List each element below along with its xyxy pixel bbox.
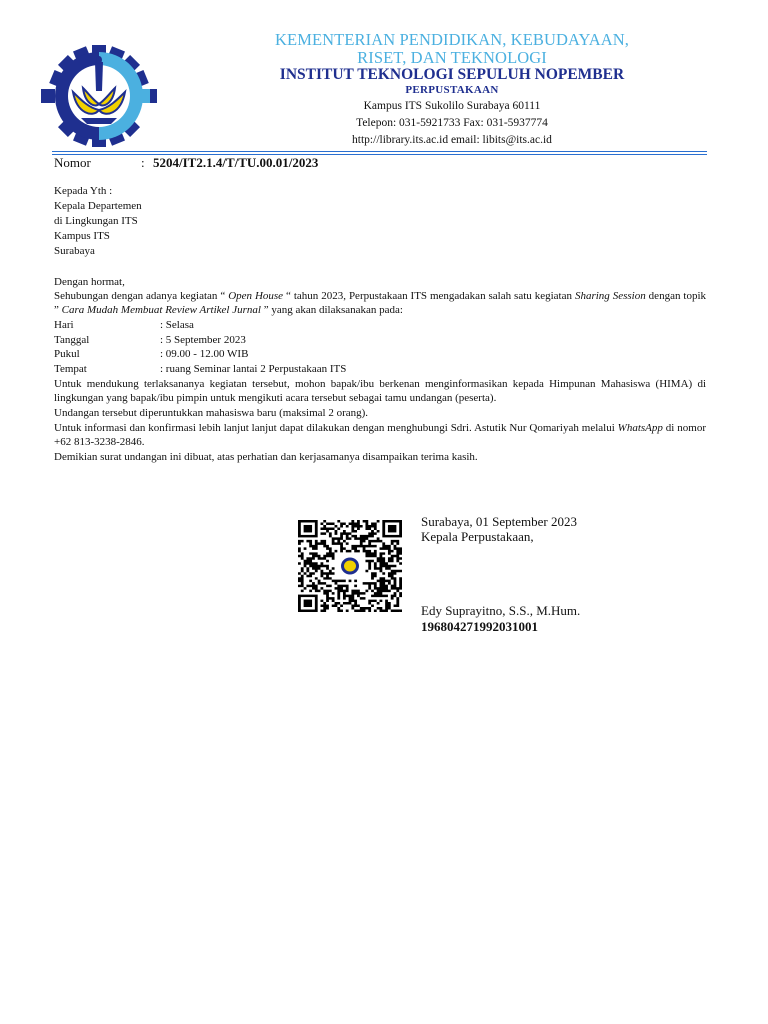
sharing-session: Sharing Session [574, 290, 646, 302]
recipient-line: Kepala Departemen [54, 200, 142, 212]
intro-text: Sehubungan dengan adanya kegiatan “ [54, 290, 229, 302]
its-logo [38, 45, 160, 147]
whatsapp-label: WhatsApp [617, 422, 663, 434]
detail-value-day: : Selasa [160, 319, 194, 331]
nomor-label: Nomor [54, 155, 91, 170]
recipient-line: Surabaya [54, 245, 95, 257]
nomor-colon: : [141, 155, 145, 170]
ministry-line2: RISET, DAN TEKNOLOGI [357, 48, 547, 67]
ministry-title [232, 31, 672, 67]
unit-name: PERPUSTAKAAN [405, 84, 499, 96]
header-rule-top [52, 151, 707, 152]
detail-label-date: Tanggal [54, 334, 90, 346]
detail-label-place: Tempat [54, 363, 87, 375]
topic-title: Cara Mudah Membuat Review Artikel Jurnal [61, 303, 261, 316]
intro-text: “ tahun 2023, Perpustakaan ITS mengadakan salah satu kegiatan [283, 290, 575, 302]
web-email: http://library.its.ac.id email: libits@its.ac.id [352, 134, 552, 146]
intro-text: dengan topik ” [54, 290, 707, 316]
detail-label-day: Hari [54, 319, 74, 331]
detail-value-place: : ruang Seminar lantai 2 Perpustakaan ITS [160, 363, 347, 375]
contact-text: di nomor +62 813-3238-2846. [54, 422, 706, 448]
signature-nip: 196804271992031001 [421, 619, 538, 634]
contact-text: Untuk informasi dan konfirmasi lebih lanjut lanjut dapat dilakukan dengan menghubungi Sdri. Astutik Nur Qomariyah melalui [54, 422, 618, 434]
recipient-line: Kampus ITS [54, 230, 110, 242]
ministry-line1: KEMENTERIAN PENDIDIKAN, KEBUDAYAAN, [275, 30, 629, 49]
detail-value-date: : 5 September 2023 [160, 334, 246, 346]
institute-name: INSTITUT TEKNOLOGI SEPULUH NOPEMBER [279, 66, 625, 83]
recipient-line: di Lingkungan ITS [54, 215, 138, 227]
signature-position: Kepala Perpustakaan, [421, 529, 534, 544]
qr-code-signature [298, 520, 402, 612]
greeting: Dengan hormat, [54, 276, 125, 288]
detail-value-time: : 09.00 - 12.00 WIB [160, 348, 249, 360]
signature-name: Edy Suprayitno, S.S., M.Hum. [421, 603, 581, 618]
nomor-value: 5204/IT2.1.4/T/TU.00.01/2023 [153, 155, 319, 170]
paragraph-hima: Untuk mendukung terlaksananya kegiatan tersebut, mohon bapak/ibu berkenan menginformasikan kepada Himpunan Mahasiswa (HIMA) di lingkungan yang bapak/ibu pimpin untuk mengikuti acara tersebut sebagai tamu undangan (peserta). [54, 378, 706, 404]
detail-label-time: Pukul [54, 348, 80, 360]
phone-fax: Telepon: 031-5921733 Fax: 031-5937774 [356, 117, 548, 129]
header-rule-bottom [52, 154, 707, 155]
recipient-line: Kepada Yth : [54, 185, 113, 197]
intro-text: ” yang akan dilaksanakan pada: [260, 303, 403, 316]
paragraph-quota: Undangan tersebut diperuntukkan mahasiswa baru (maksimal 2 orang). [54, 407, 369, 419]
paragraph-contact [54, 422, 706, 449]
address: Kampus ITS Sukolilo Surabaya 60111 [363, 100, 541, 112]
paragraph-closing: Demikian surat undangan ini dibuat, atas perhatian dan kerjasamanya disampaikan terima kasih. [54, 451, 478, 463]
signature-place-date: Surabaya, 01 September 2023 [421, 514, 577, 529]
event-name: Open House [228, 290, 284, 302]
paragraph-intro [54, 290, 706, 317]
